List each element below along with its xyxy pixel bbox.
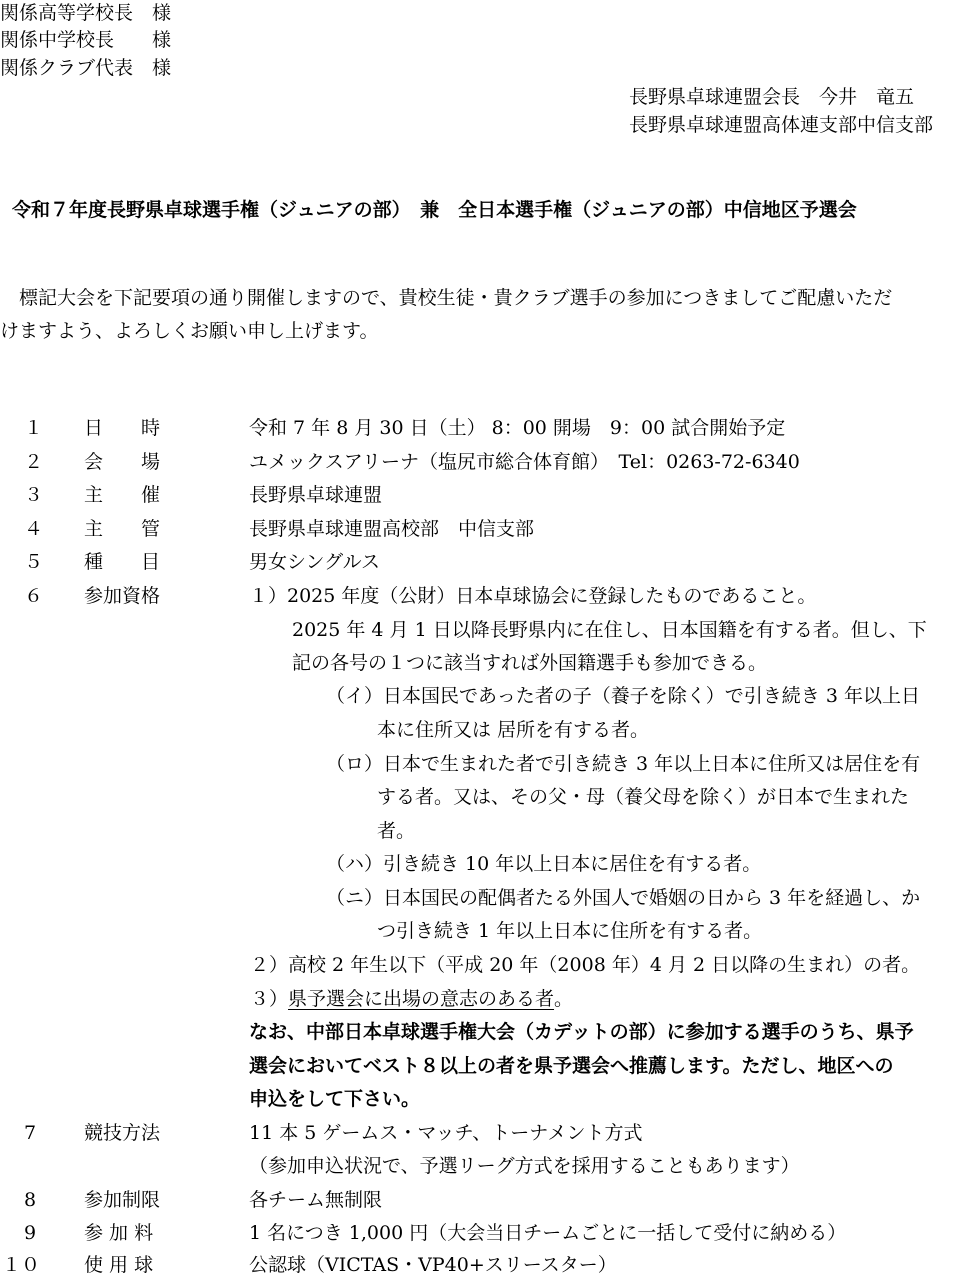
item-label: 主 催 [84, 484, 161, 506]
item-value: １）2025 年度（公財）日本卓球協会に登録したものであること。 [249, 585, 817, 607]
document-title: 令和７年度長野県卓球選手権（ジュニアの部） 兼 全日本選手権（ジュニアの部）中信地区予選会 [12, 199, 857, 221]
item-value: 令和 7 年 8 月 30 日（土） 8：00 開場 9：00 試合開始予定 [249, 417, 786, 439]
item-value: 11 本 5 ゲームス・マッチ、トーナメント方式 [249, 1122, 643, 1144]
item-number: ５ [24, 551, 44, 573]
item-value: 1 名につき 1,000 円（大会当日チームごとに一括して受付に納める） [249, 1222, 847, 1244]
recipient-high-school: 関係高等学校長 様 [0, 2, 172, 24]
qualification-sub-ha: （ハ）引き続き 10 年以上日本に居住を有する者。 [326, 853, 762, 875]
item-3-prefix: ３） [250, 988, 289, 1010]
item-number: １０ [2, 1254, 41, 1276]
qualification-item-2: ２）高校 2 年生以下（平成 20 年（2008 年）4 月 2 日以降の生まれ）の者。 [250, 954, 921, 976]
qualification-sub-ni: つ引き続き 1 年以上日本に住所を有する者。 [377, 920, 763, 942]
item-label: 会 場 [84, 451, 161, 473]
recommendation-note: 申込をして下さい。 [249, 1088, 421, 1110]
item-number: ３ [24, 484, 44, 506]
item-label: 使 用 球 [84, 1254, 154, 1276]
item-value: ユメックスアリーナ（塩尻市総合体育館） Tel：0263-72-6340 [249, 451, 800, 473]
item-value: 長野県卓球連盟高校部 中信支部 [249, 518, 535, 540]
item-number: ４ [24, 518, 44, 540]
item-label: 競技方法 [84, 1122, 161, 1144]
qualification-sub-i: 本に住所又は 居所を有する者。 [377, 719, 650, 741]
qualification-para: 記の各号の１つに該当すれば外国籍選手も参加できる。 [292, 652, 768, 674]
item-value: 公認球（VICTAS・VP40+スリースター） [249, 1254, 617, 1276]
sender-president: 長野県卓球連盟会長 今井 竜五 [629, 86, 915, 108]
recipient-junior-high: 関係中学校長 様 [0, 29, 172, 51]
item-number: ２ [24, 451, 44, 473]
qualification-sub-ni: （ニ）日本国民の配偶者たる外国人で婚姻の日から 3 年を経過し、か [326, 887, 921, 909]
recipient-club: 関係クラブ代表 様 [0, 57, 172, 79]
item-number: ６ [24, 585, 44, 607]
intro-line-2: けますよう、よろしくお願い申し上げます。 [0, 320, 379, 342]
item-label: 参加制限 [84, 1189, 161, 1211]
item-label: 参加資格 [84, 585, 161, 607]
item-label: 日 時 [84, 417, 161, 439]
qualification-para: 2025 年 4 月 1 日以降長野県内に在住し、日本国籍を有する者。但し、下 [292, 619, 927, 641]
recommendation-note: 選会においてベスト８以上の者を県予選会へ推薦します。ただし、地区への [249, 1055, 894, 1077]
item-label: 主 管 [84, 518, 161, 540]
intro-line-1: 標記大会を下記要項の通り開催しますので、貴校生徒・貴クラブ選手の参加につきましてご配慮いただ [19, 287, 893, 309]
item-number: 8 [24, 1189, 37, 1211]
sender-branch: 長野県卓球連盟高体連支部中信支部 [629, 114, 934, 136]
qualification-sub-i: （イ）日本国民であった者の子（養子を除く）で引き続き 3 年以上日 [326, 685, 920, 707]
item-label: 参 加 料 [84, 1222, 154, 1244]
qualification-item-3 [250, 990, 573, 1009]
item-value: 各チーム無制限 [249, 1189, 383, 1211]
recommendation-note: なお、中部日本卓球選手権大会（カデットの部）に参加する選手のうち、県予 [249, 1021, 914, 1043]
item-number: １ [24, 417, 44, 439]
item-value: 男女シングルス [249, 551, 381, 573]
item-value: （参加申込状況で、予選リーグ方式を採用することもあります） [249, 1155, 800, 1177]
item-value: 長野県卓球連盟 [249, 484, 383, 506]
item-3-suffix: 。 [554, 988, 574, 1010]
item-number: 9 [24, 1222, 37, 1244]
qualification-sub-ro: する者。又は、その父・母（養父母を除く）が日本で生まれた [377, 786, 910, 808]
qualification-sub-ro: （ロ）日本で生まれた者で引き続き 3 年以上日本に住所又は居住を有 [326, 753, 921, 775]
item-number: 7 [24, 1122, 37, 1144]
item-3-underlined: 県予選会に出場の意志のある者 [288, 988, 555, 1010]
item-label: 種 目 [84, 551, 161, 573]
qualification-sub-ro: 者。 [377, 820, 416, 842]
